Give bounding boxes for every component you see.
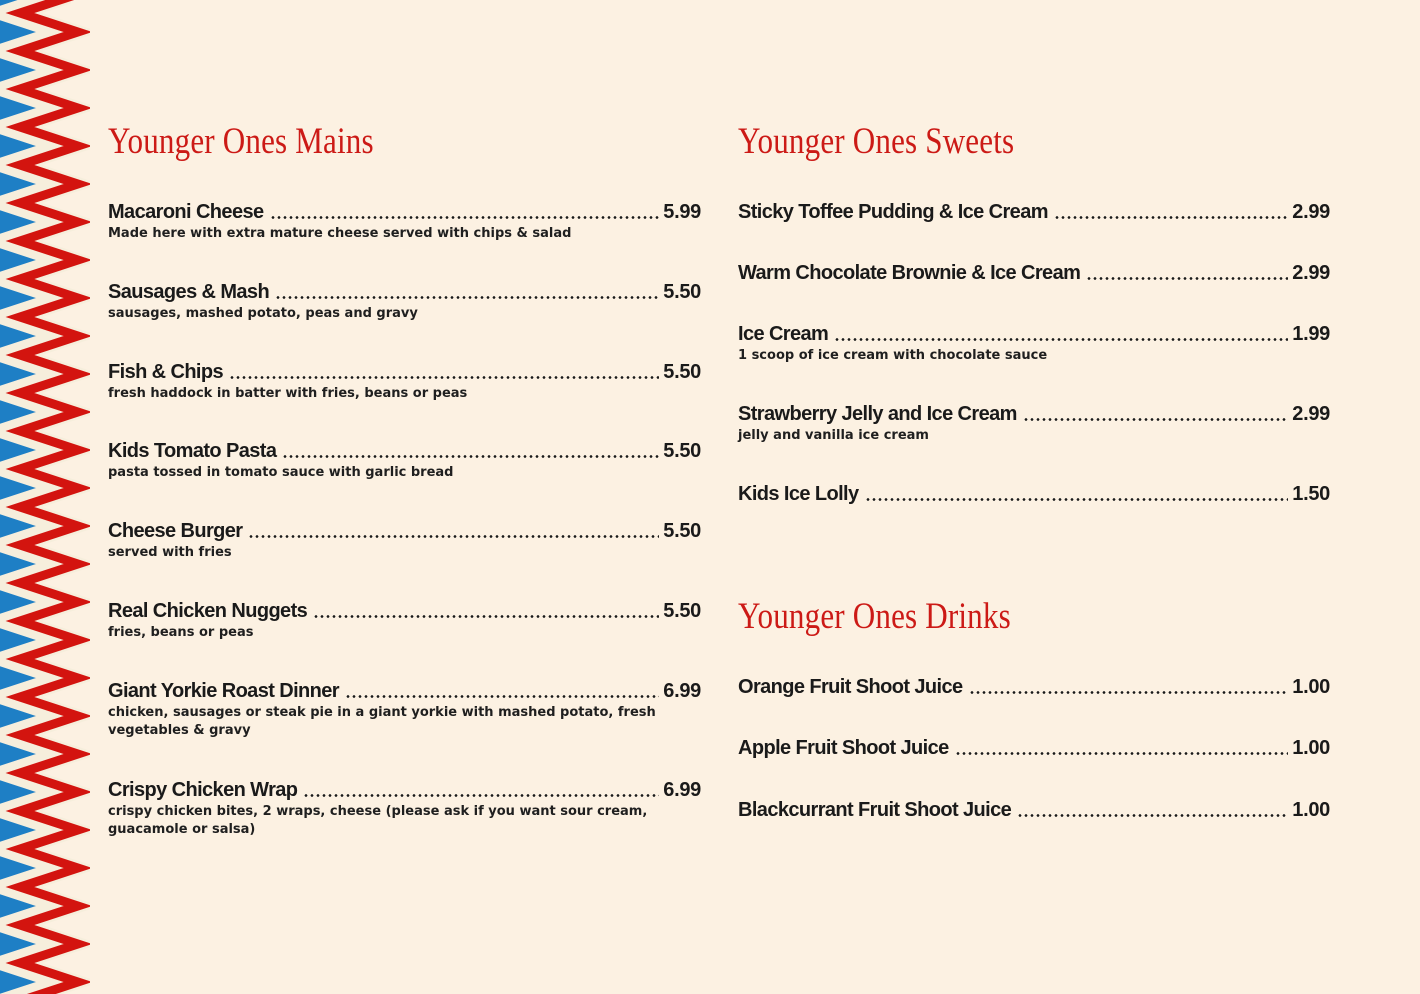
item-name: Real Chicken Nuggets — [108, 600, 308, 622]
item-price: 5.50 — [663, 281, 701, 303]
dot-leader — [955, 752, 1289, 755]
menu-item — [108, 359, 701, 403]
item-description: fresh haddock in batter with fries, beans or peas — [108, 386, 468, 401]
drinks-section — [738, 595, 1330, 835]
dot-leader — [313, 615, 659, 618]
item-line — [738, 260, 1330, 286]
dot-leader — [275, 296, 659, 299]
sweets-section — [738, 120, 1330, 520]
item-name: Sticky Toffee Pudding & Ice Cream — [738, 201, 1048, 223]
item-description: jelly and vanilla ice cream — [738, 428, 929, 443]
dot-leader — [834, 338, 1288, 341]
item-description: crispy chicken bites, 2 wraps, cheese (please ask if you want sour cream, guacamole or salsa) — [108, 804, 648, 837]
item-name: Kids Tomato Pasta — [108, 440, 277, 462]
menu-item — [108, 777, 701, 839]
item-line — [108, 598, 701, 624]
item-price: 1.00 — [1292, 676, 1330, 698]
item-name: Cheese Burger — [108, 520, 243, 542]
item-description: chicken, sausages or steak pie in a giant yorkie with mashed potato, fresh vegetables & gravy — [108, 705, 656, 738]
menu-item — [108, 438, 701, 482]
item-line — [108, 678, 701, 704]
item-line — [108, 438, 701, 464]
item-name: Crispy Chicken Wrap — [108, 779, 298, 801]
item-price: 5.50 — [663, 361, 701, 383]
item-name: Warm Chocolate Brownie & Ice Cream — [738, 262, 1081, 284]
mains-title: Younger Ones Mains — [108, 121, 374, 162]
item-price: 6.99 — [663, 680, 701, 702]
item-description: fries, beans or peas — [108, 625, 254, 640]
menu-item — [738, 260, 1330, 286]
item-description: 1 scoop of ice cream with chocolate sauce — [738, 348, 1048, 363]
menu-item — [738, 674, 1330, 700]
item-price: 5.99 — [663, 201, 701, 223]
dot-leader — [1023, 418, 1288, 421]
mains-section — [108, 120, 701, 860]
item-price: 5.50 — [663, 440, 701, 462]
item-name: Kids Ice Lolly — [738, 483, 859, 505]
item-line — [108, 279, 701, 305]
menu-item — [108, 678, 701, 740]
drinks-title: Younger Ones Drinks — [738, 596, 1011, 637]
dot-leader — [345, 695, 659, 698]
item-line — [738, 481, 1330, 507]
item-description: Made here with extra mature cheese served with chips & salad — [108, 226, 572, 241]
dot-leader — [303, 794, 659, 797]
item-line — [108, 199, 701, 225]
item-line — [108, 777, 701, 803]
item-name: Fish & Chips — [108, 361, 224, 383]
item-name: Orange Fruit Shoot Juice — [738, 676, 963, 698]
menu-item — [738, 199, 1330, 225]
item-line — [738, 321, 1330, 347]
item-price: 6.99 — [663, 779, 701, 801]
item-name: Strawberry Jelly and Ice Cream — [738, 403, 1017, 425]
dot-leader — [248, 535, 659, 538]
item-line — [738, 797, 1330, 823]
dot-leader — [969, 691, 1289, 694]
menu-item — [738, 797, 1330, 823]
zigzag-border — [0, 0, 90, 994]
dot-leader — [1054, 216, 1288, 219]
menu-item — [108, 199, 701, 243]
item-price: 2.99 — [1292, 262, 1330, 284]
item-line — [108, 359, 701, 385]
menu-item — [738, 321, 1330, 365]
item-line — [108, 518, 701, 544]
dot-leader — [229, 376, 659, 379]
item-price: 1.50 — [1292, 483, 1330, 505]
item-price: 2.99 — [1292, 201, 1330, 223]
item-name: Macaroni Cheese — [108, 201, 264, 223]
item-description: served with fries — [108, 545, 232, 560]
item-line — [738, 199, 1330, 225]
item-name: Giant Yorkie Roast Dinner — [108, 680, 339, 702]
item-name: Ice Cream — [738, 323, 829, 345]
dot-leader — [282, 455, 659, 458]
sweets-title: Younger Ones Sweets — [738, 121, 1015, 162]
menu-item — [108, 598, 701, 642]
menu-item — [738, 481, 1330, 507]
item-price: 2.99 — [1292, 403, 1330, 425]
menu-item — [738, 401, 1330, 445]
dot-leader — [865, 498, 1289, 501]
item-price: 1.00 — [1292, 737, 1330, 759]
item-price: 5.50 — [663, 520, 701, 542]
dot-leader — [1017, 814, 1288, 817]
item-price: 1.99 — [1292, 323, 1330, 345]
item-name: Apple Fruit Shoot Juice — [738, 737, 949, 759]
item-line — [738, 401, 1330, 427]
item-price: 1.00 — [1292, 799, 1330, 821]
dot-leader — [270, 216, 660, 219]
item-price: 5.50 — [663, 600, 701, 622]
item-line — [738, 735, 1330, 761]
item-name: Blackcurrant Fruit Shoot Juice — [738, 799, 1012, 821]
menu-item — [738, 735, 1330, 761]
item-name: Sausages & Mash — [108, 281, 270, 303]
menu-item — [108, 518, 701, 562]
menu-item — [108, 279, 701, 323]
item-description: pasta tossed in tomato sauce with garlic bread — [108, 465, 454, 480]
dot-leader — [1086, 277, 1288, 280]
item-description: sausages, mashed potato, peas and gravy — [108, 306, 418, 321]
item-line — [738, 674, 1330, 700]
